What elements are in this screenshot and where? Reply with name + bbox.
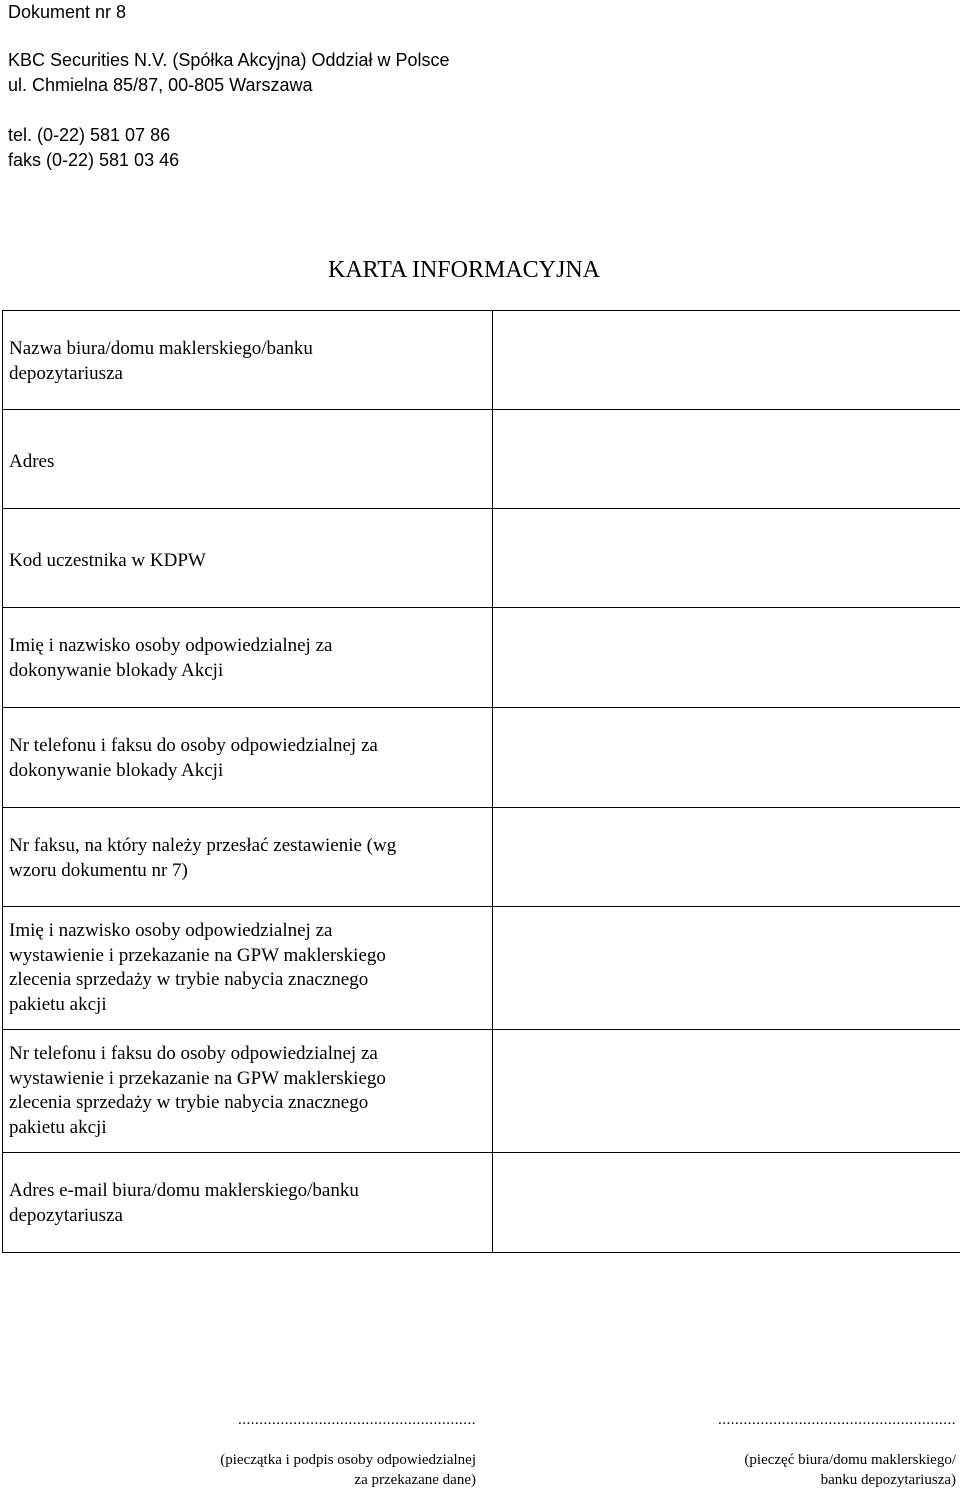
form-label: Adres e-mail biura/domu maklerskiego/banku depozytariusza [9,1155,486,1228]
signature-line: ........................................................ [100,1410,476,1430]
form-label-cell [3,410,493,509]
form-value-cell-broker-name[interactable] [493,311,960,410]
signature-caption: (pieczęć biura/domu maklerskiego/ banku depozytariusza) [580,1450,956,1490]
form-value-cell-order-phone[interactable] [493,1030,960,1153]
form-label: Kod uczestnika w KDPW [9,511,486,573]
form-label: Nr telefonu i faksu do osoby odpowiedzialnej za dokonywanie blokady Akcji [9,710,486,783]
form-label: Adres [9,412,486,474]
form-label-cell [3,311,493,410]
form-label-cell [3,1153,493,1253]
form-value-cell-order-person[interactable] [493,907,960,1030]
company-phone: tel. (0-22) 581 07 86 [8,123,170,148]
company-address: ul. Chmielna 85/87, 00-805 Warszawa [8,73,313,98]
page-title: KARTA INFORMACYJNA [0,256,960,284]
form-label: Nr faksu, na który należy przesłać zestawienie (wg wzoru dokumentu nr 7) [9,810,486,883]
form-label-cell [3,708,493,808]
information-form-table [2,310,960,1253]
form-value-cell-kdpw-code[interactable] [493,509,960,608]
form-label-cell [3,509,493,608]
form-label-cell [3,907,493,1030]
company-name: KBC Securities N.V. (Spółka Akcyjna) Oddział w Polsce [8,48,450,73]
form-label: Nazwa biura/domu maklerskiego/banku depozytariusza [9,313,486,386]
signature-block-broker-stamp [580,1390,956,1510]
form-row-blockade-phone [3,708,960,808]
form-label-cell [3,1030,493,1153]
form-label: Imię i nazwisko osoby odpowiedzialnej za dokonywanie blokady Akcji [9,610,486,683]
form-row-blockade-person [3,608,960,708]
form-row-kdpw-code [3,509,960,608]
form-label: Nr telefonu i faksu do osoby odpowiedzialnej za wystawienie i przekazanie na GPW maklerskiego zlecenia sprzedaży w trybie nabycia znacznego pakietu akcji [9,1032,486,1140]
form-row-order-person [3,907,960,1030]
document-number: Dokument nr 8 [8,0,126,25]
form-value-cell-fax-statement[interactable] [493,808,960,907]
form-value-cell-address[interactable] [493,410,960,509]
company-fax: faks (0-22) 581 03 46 [8,148,179,173]
signature-line: ........................................................ [580,1410,956,1430]
form-label-cell [3,808,493,907]
form-row-order-phone [3,1030,960,1153]
form-row-address [3,410,960,509]
form-label: Imię i nazwisko osoby odpowiedzialnej za wystawienie i przekazanie na GPW maklerskiego zlecenia sprzedaży w trybie nabycia znacznego pakietu akcji [9,909,486,1017]
signature-caption: (pieczątka i podpis osoby odpowiedzialnej za przekazane dane) [100,1450,476,1490]
form-label-cell [3,608,493,708]
form-value-cell-blockade-person[interactable] [493,608,960,708]
form-value-cell-blockade-phone[interactable] [493,708,960,808]
form-row-fax-statement [3,808,960,907]
form-row-email [3,1153,960,1253]
form-value-cell-email[interactable] [493,1153,960,1253]
form-row-broker-name [3,311,960,410]
signature-block-responsible-person [100,1390,476,1510]
